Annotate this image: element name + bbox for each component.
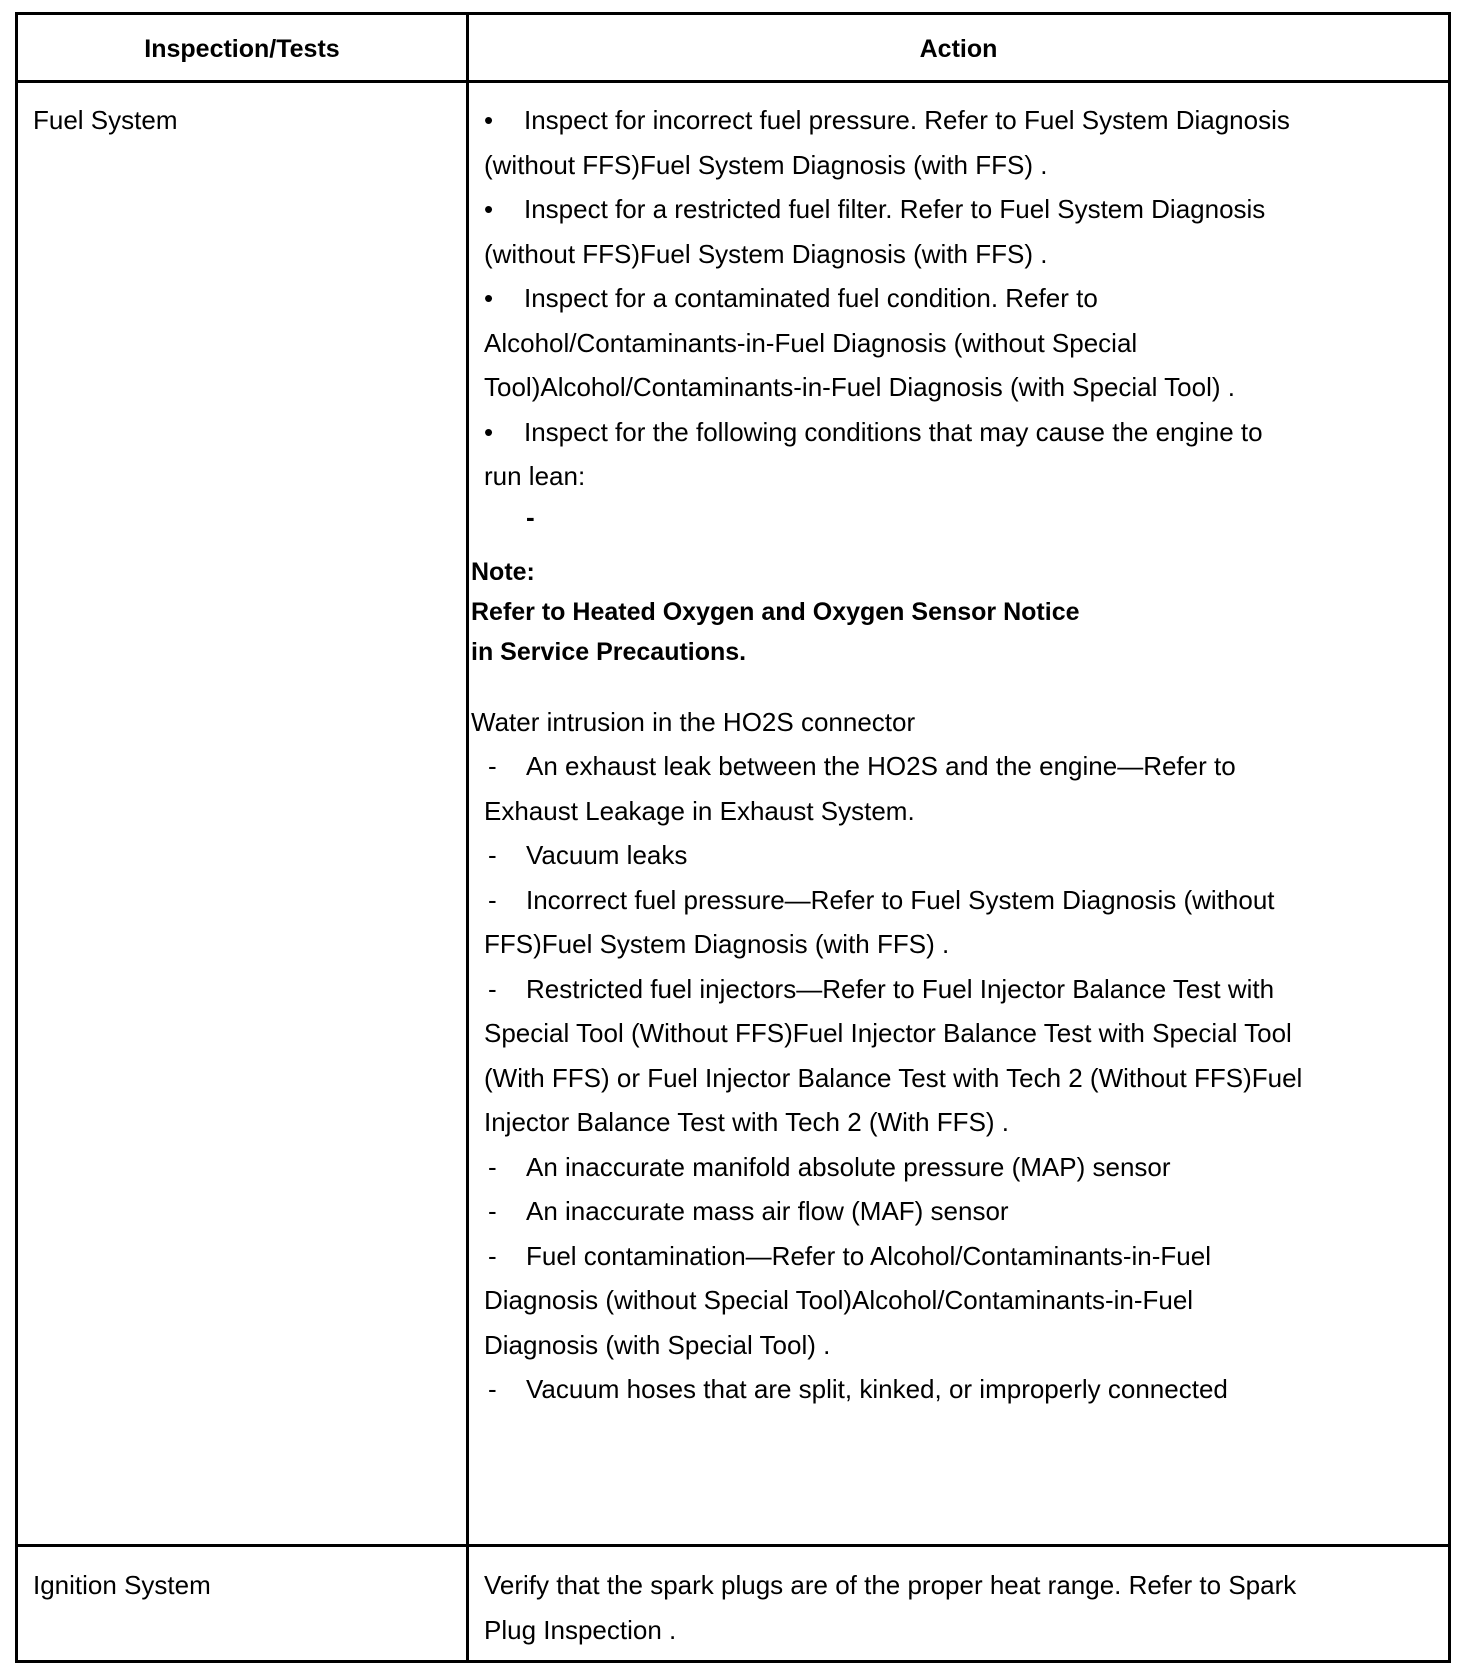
note-block: Note: Refer to Heated Oxygen and Oxygen Sensor Notice in Service Precautions. — [471, 552, 1080, 672]
dash-icon: - — [488, 973, 497, 1004]
bullet-icon: • — [484, 416, 494, 447]
list-item: • Inspect for a restricted fuel filter. Refer to Fuel System Diagnosis — [484, 187, 1290, 232]
test-ignition-system — [33, 1563, 211, 1608]
ignition-system-action: Verify that the spark plugs are of the proper heat range. Refer to Spark Plug Inspection . — [484, 1570, 1297, 1645]
list-item: • Inspect for a contaminated fuel condition. Refer to — [484, 276, 1290, 321]
note-label: Note: — [471, 558, 535, 586]
dash-icon: - — [488, 840, 497, 870]
dash-icon: - — [488, 751, 497, 781]
list-item: - Restricted fuel injectors—Refer to Fuel Injector Balance Test with — [484, 967, 1302, 1012]
dash-icon: - — [488, 884, 497, 915]
list-item: - An exhaust leak between the HO2S and the engine—Refer to — [484, 744, 1302, 789]
dash-icon: - — [488, 1374, 497, 1404]
list-item: - Incorrect fuel pressure—Refer to Fuel System Diagnosis (without — [484, 878, 1302, 923]
list-item: - Vacuum hoses that are split, kinked, or improperly connected — [484, 1367, 1302, 1412]
fuel-system-action: • Inspect for incorrect fuel pressure. Refer to Fuel System Diagnosis (without FFS)Fuel System Diagnosis (with FFS) . • Inspect for a restricted fuel filter. Refer to Fuel System Diagnosis (without FFS)Fuel System Diagnosis (with FFS) . • Inspect for a contaminated fuel condition. Refer to Alcohol/Contaminants-in-Fuel Diagnosis (without Special Tool)Alcohol/Contaminants-in-Fuel Diagnosis (with Special Tool) . • Inspect for the following conditions that may cause the engine to run lean: - — [484, 98, 1290, 535]
list-item: • Inspect for incorrect fuel pressure. Refer to Fuel System Diagnosis — [484, 98, 1290, 143]
dash-icon: - — [488, 1240, 497, 1271]
column-divider — [466, 15, 469, 1660]
bullet-icon: • — [484, 105, 494, 135]
table-cell: Fuel System — [33, 105, 178, 135]
list-item: - Fuel contamination—Refer to Alcohol/Contaminants-in-Fuel — [484, 1234, 1302, 1279]
bullet-icon: • — [484, 283, 494, 313]
dash-icon: - — [488, 1151, 497, 1182]
water-intrusion: Water intrusion in the HO2S connector — [471, 707, 916, 737]
table-cell: Ignition System — [33, 1570, 211, 1600]
header-divider — [18, 80, 1448, 83]
list-item: • Inspect for the following conditions that may cause the engine to — [484, 410, 1290, 455]
header-inspection-tests: Inspection/Tests — [144, 35, 340, 63]
inspection-table — [15, 12, 1451, 1663]
list-item: - An inaccurate manifold absolute pressure (MAP) sensor — [484, 1145, 1302, 1190]
bullet-icon: • — [484, 194, 494, 224]
dash-icon: - — [526, 501, 535, 532]
test-fuel-system — [33, 98, 178, 143]
list-item: - Vacuum leaks — [484, 833, 1302, 878]
list-item: - An inaccurate mass air flow (MAF) sensor — [484, 1189, 1302, 1234]
dash-icon: - — [488, 1196, 497, 1226]
lean-conditions-list: - An exhaust leak between the HO2S and the engine—Refer to Exhaust Leakage in Exhaust System. - Vacuum leaks - Incorrect fuel pressure—Refer to Fuel System Diagnosis (without FFS)Fuel System Diagnosis (with FFS) . - Restricted fuel injectors—Refer to Fuel Injector Balance Test with Special Tool (Without FFS)Fuel Injector Balance Test with Special Tool (With FFS) or Fuel Injector Balance Test with Tech 2 (Without FFS)Fuel Injector Balance Test with Tech 2 (With FFS) . - An inaccurate manifold absolute pressure (MAP) sensor - An inaccurate mass air flow (MAF) sensor - Fuel contamination—Refer to Alcohol/Contaminants-in-Fuel Diagnosis (without Special Tool)Alcohol/Contaminants-in-Fuel Diagnosis (with Special Tool) . - Vacuum hoses that are split, kinked, or improperly connected — [484, 744, 1302, 1412]
header-action: Action — [919, 35, 998, 63]
row-divider — [18, 1544, 1448, 1547]
